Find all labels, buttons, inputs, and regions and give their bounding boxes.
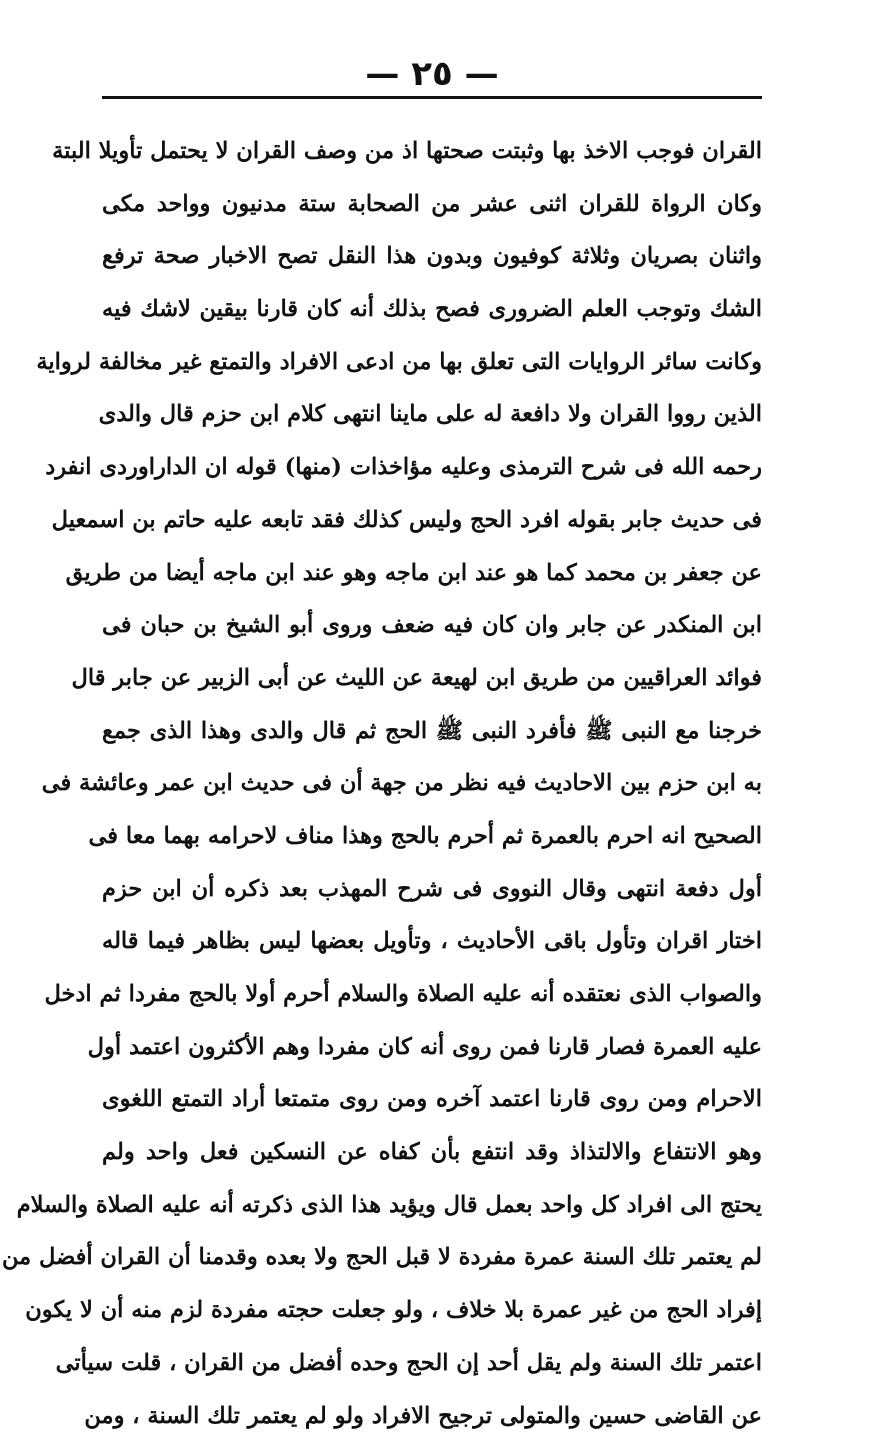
text-line: عن القاضى حسين والمتولى ترجيح الافراد ولو لم يعتمر تلك السنة ، ومن <box>102 1390 762 1442</box>
text-line: اختار اقران وتأول باقى الأحاديث ، وتأويل بعضها ليس بظاهر فيما قاله <box>102 915 762 968</box>
text-line: إفراد الحج من غير عمرة بلا خلاف ، ولو جعلت حجته مفردة لزم منه أن لا يكون <box>102 1284 762 1337</box>
page-header <box>102 52 762 100</box>
text-line: عن جعفر بن محمد كما هو عند ابن ماجه وهو عند ابن ماجه أيضا من طريق <box>102 547 762 600</box>
text-line: رحمه الله فى شرح الترمذى وعليه مؤاخذات (منها) قوله ان الداراوردى انفرد <box>102 441 762 494</box>
header-rule <box>102 96 762 99</box>
text-line: الذين رووا القران ولا دافعة له على ماينا انتهى كلام ابن حزم قال والدى <box>102 388 762 441</box>
body-text <box>102 125 762 1442</box>
text-line: واثنان بصريان وثلاثة كوفيون وبدون هذا النقل تصح الاخبار صحة ترفع <box>102 230 762 283</box>
text-line: لم يعتمر تلك السنة عمرة مفردة لا قبل الحج ولا بعده وقدمنا أن القران أفضل من <box>102 1231 762 1284</box>
text-line: وهو الانتفاع والالتذاذ وقد انتفع بأن كفاه عن النسكين فعل واحد ولم <box>102 1126 762 1179</box>
text-line: ابن المنكدر عن جابر وان كان فيه ضعف وروى أبو الشيخ بن حبان فى <box>102 599 762 652</box>
text-line: أول دفعة انتهى وقال النووى فى شرح المهذب بعد ذكره أن ابن حزم <box>102 863 762 916</box>
page-number: — ٢٥ — <box>365 52 498 96</box>
text-line: الشك وتوجب العلم الضرورى فصح بذلك أنه كان قارنا بيقين لاشك فيه <box>102 283 762 336</box>
text-line: خرجنا مع النبى ﷺ فأفرد النبى ﷺ الحج ثم قال والدى وهذا الذى جمع <box>102 705 762 758</box>
text-line: القران فوجب الاخذ بها وثبتت صحتها اذ من وصف القران لا يحتمل تأويلا البتة <box>102 125 762 178</box>
text-line: عليه العمرة فصار قارنا فمن روى أنه كان مفردا وهم الأكثرون اعتمد أول <box>102 1021 762 1074</box>
text-line: به ابن حزم بين الاحاديث فيه نظر من جهة أن فى حديث ابن عمر وعائشة فى <box>102 757 762 810</box>
text-line: فى حديث جابر بقوله افرد الحج وليس كذلك فقد تابعه عليه حاتم بن اسمعيل <box>102 494 762 547</box>
text-line: وكانت سائر الروايات التى تعلق بها من ادعى الافراد والتمتع غير مخالفة لرواية <box>102 336 762 389</box>
text-line: الصحيح انه احرم بالعمرة ثم أحرم بالحج وهذا مناف لاحرامه بهما معا فى <box>102 810 762 863</box>
text-line: فوائد العراقيين من طريق ابن لهيعة عن الليث عن أبى الزبير عن جابر قال <box>102 652 762 705</box>
text-line: وكان الرواة للقران اثنى عشر من الصحابة ستة مدنيون وواحد مكى <box>102 178 762 231</box>
text-line: اعتمر تلك السنة ولم يقل أحد إن الحج وحده أفضل من القران ، قلت سيأتى <box>102 1337 762 1390</box>
text-line: والصواب الذى نعتقده أنه عليه الصلاة والسلام أحرم أولا بالحج مفردا ثم ادخل <box>102 968 762 1021</box>
text-line: يحتج الى افراد كل واحد بعمل قال ويؤيد هذا الذى ذكرته أنه عليه الصلاة والسلام <box>102 1179 762 1232</box>
text-line: الاحرام ومن روى قارنا اعتمد آخره ومن روى متمتعا أراد التمتع اللغوى <box>102 1073 762 1126</box>
